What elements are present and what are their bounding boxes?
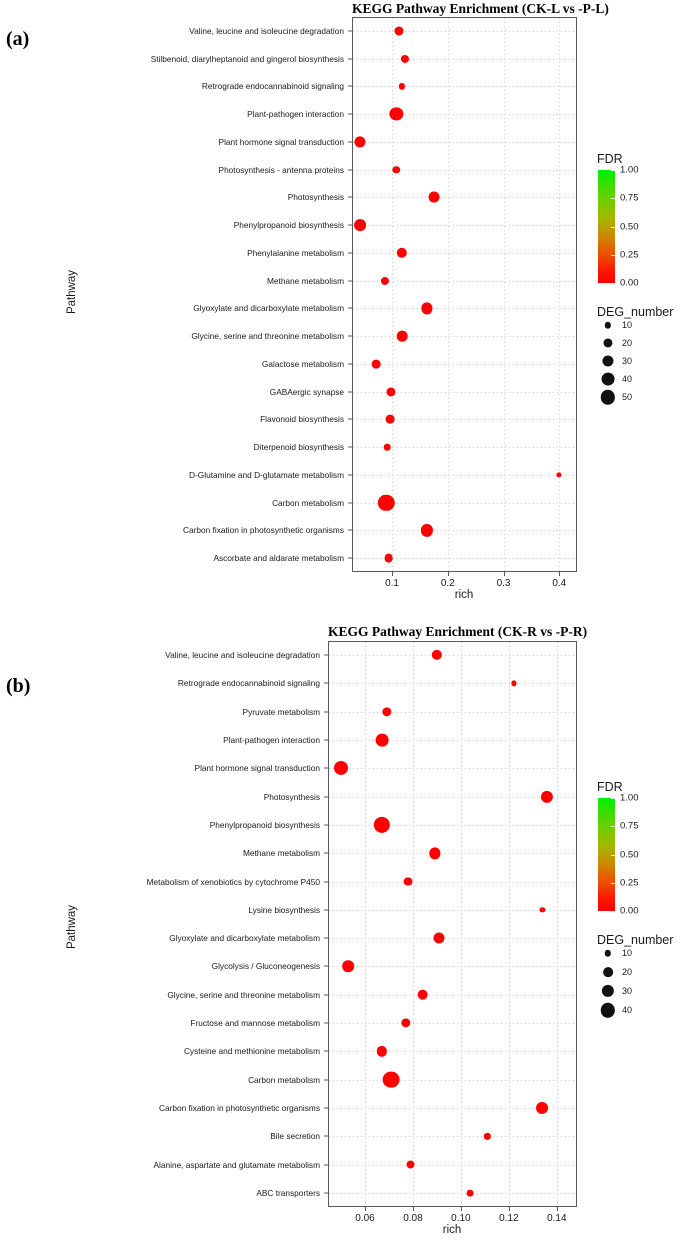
- data-point-bubble[interactable]: [399, 83, 405, 89]
- y-axis-category-label: Alanine, aspartate and glutamate metabolism: [153, 1159, 320, 1170]
- data-point-bubble[interactable]: [417, 989, 428, 1000]
- y-axis-tick: [324, 1051, 328, 1052]
- y-axis-category-label: Glycolysis / Gluconeogenesis: [211, 961, 320, 972]
- y-axis-tick: [324, 909, 328, 910]
- x-axis-tick: [392, 572, 393, 576]
- y-axis-tick: [324, 1079, 328, 1080]
- data-point-bubble[interactable]: [434, 933, 445, 944]
- y-axis-tick: [348, 114, 352, 115]
- y-axis-tick: [348, 169, 352, 170]
- data-point-bubble[interactable]: [557, 472, 562, 477]
- colorbar-tick-label: 1.00: [620, 792, 639, 804]
- size-legend-dot: [601, 390, 615, 404]
- gridline-horizontal: [353, 170, 576, 171]
- data-point-bubble[interactable]: [378, 494, 394, 510]
- y-axis-tick: [348, 308, 352, 309]
- panel-b-title: KEGG Pathway Enrichment (CK-R vs -P-R): [328, 624, 588, 639]
- x-axis-tick-label: 0.4: [552, 578, 567, 589]
- size-legend-dot: [602, 985, 614, 997]
- x-axis-tick: [557, 1207, 558, 1211]
- x-axis-tick: [504, 572, 505, 576]
- gridline-vertical: [448, 18, 449, 571]
- gridline-horizontal: [329, 882, 576, 883]
- gridline-horizontal: [329, 853, 576, 854]
- panel-a-title: KEGG Pathway Enrichment (CK-L vs -P-L): [352, 1, 609, 16]
- gridline-vertical: [413, 642, 414, 1206]
- gridline-vertical: [504, 18, 505, 571]
- data-point-bubble[interactable]: [540, 907, 545, 912]
- gridline-horizontal: [329, 768, 576, 769]
- gridline-horizontal: [353, 197, 576, 198]
- gridline-horizontal: [329, 1051, 576, 1052]
- panel-a-letter: (a): [6, 28, 30, 50]
- y-axis-category-label: GABAergic synapse: [269, 386, 344, 397]
- y-axis-category-label: Carbon fixation in photosynthetic organisms: [183, 525, 344, 536]
- y-axis-tick: [324, 966, 328, 967]
- data-point-bubble[interactable]: [541, 791, 553, 803]
- y-axis-tick: [324, 1023, 328, 1024]
- data-point-bubble[interactable]: [342, 961, 354, 973]
- y-axis-category-label: Cysteine and methionine metabolism: [183, 1046, 320, 1057]
- gridline-horizontal: [329, 797, 576, 798]
- panel-a-plot-area: [352, 17, 577, 572]
- y-axis-tick: [348, 530, 352, 531]
- size-legend-dot: [601, 1003, 615, 1017]
- colorbar-tick-label: 0.25: [620, 249, 639, 261]
- y-axis-category-label: Phenylpropanoid biosynthesis: [233, 220, 344, 231]
- y-axis-category-label: Retrograde endocannabinoid signaling: [177, 678, 320, 689]
- gridline-vertical: [461, 642, 462, 1206]
- size-legend-label: 50: [622, 392, 633, 403]
- y-axis-category-label: Lysine biosynthesis: [248, 904, 320, 915]
- y-axis-tick: [348, 280, 352, 281]
- gridline-horizontal: [329, 1136, 576, 1137]
- panel-a-y-axis-title: Pathway: [66, 269, 78, 315]
- data-point-bubble[interactable]: [397, 248, 407, 258]
- y-axis-tick: [324, 768, 328, 769]
- data-point-bubble[interactable]: [383, 1071, 400, 1088]
- x-axis-tick: [448, 572, 449, 576]
- data-point-bubble[interactable]: [484, 1133, 490, 1139]
- size-legend-label: 20: [622, 338, 633, 349]
- gridline-horizontal: [353, 142, 576, 143]
- gridline-horizontal: [329, 1165, 576, 1166]
- y-axis-tick: [348, 502, 352, 503]
- gridline-horizontal: [329, 938, 576, 939]
- gridline-horizontal: [353, 308, 576, 309]
- y-axis-tick: [348, 58, 352, 59]
- data-point-bubble[interactable]: [420, 524, 432, 536]
- y-axis-tick: [324, 711, 328, 712]
- y-axis-category-label: Retrograde endocannabinoid signaling: [201, 81, 344, 92]
- data-point-bubble[interactable]: [385, 415, 394, 424]
- y-axis-tick: [348, 197, 352, 198]
- y-axis-tick: [348, 391, 352, 392]
- y-axis-category-label: Methane metabolism: [266, 275, 344, 286]
- y-axis-category-label: Glyoxylate and dicarboxylate metabolism: [169, 933, 320, 944]
- gridline-horizontal: [353, 475, 576, 476]
- gridline-horizontal: [353, 59, 576, 60]
- data-point-bubble[interactable]: [429, 848, 440, 859]
- y-axis-tick: [324, 655, 328, 656]
- gridline-horizontal: [353, 86, 576, 87]
- data-point-bubble[interactable]: [382, 707, 391, 716]
- x-axis-tick: [559, 572, 560, 576]
- y-axis-tick: [324, 1136, 328, 1137]
- y-axis-tick: [348, 30, 352, 31]
- gridline-horizontal: [329, 966, 576, 967]
- gridline-vertical: [509, 642, 510, 1206]
- size-legend-label: 10: [622, 948, 633, 959]
- y-axis-category-label: ABC transporters: [256, 1187, 320, 1198]
- y-axis-tick: [324, 881, 328, 882]
- y-axis-tick: [324, 1107, 328, 1108]
- gridline-horizontal: [353, 530, 576, 531]
- gridline-horizontal: [329, 1023, 576, 1024]
- gridline-vertical: [365, 642, 366, 1206]
- y-axis-category-label: Carbon fixation in photosynthetic organisms: [159, 1102, 320, 1113]
- y-axis-tick: [324, 938, 328, 939]
- size-legend-dot: [603, 339, 612, 348]
- y-axis-tick: [348, 558, 352, 559]
- y-axis-tick: [348, 447, 352, 448]
- y-axis-tick: [348, 141, 352, 142]
- size-legend-label: 30: [622, 356, 633, 367]
- y-axis-category-label: Plant hormone signal transduction: [194, 763, 320, 774]
- y-axis-tick: [324, 994, 328, 995]
- y-axis-category-label: Plant-pathogen interaction: [223, 735, 320, 746]
- data-point-bubble[interactable]: [428, 192, 439, 203]
- y-axis-category-label: D-Glutamine and D-glutamate metabolism: [189, 469, 344, 480]
- size-legend-dot: [602, 356, 613, 367]
- data-point-bubble[interactable]: [511, 681, 516, 686]
- y-axis-category-label: Bile secretion: [270, 1131, 320, 1142]
- gridline-horizontal: [329, 995, 576, 996]
- gridline-horizontal: [353, 114, 576, 115]
- data-point-bubble[interactable]: [354, 219, 366, 231]
- panel-a: [0, 0, 685, 615]
- data-point-bubble[interactable]: [384, 444, 391, 451]
- x-axis-tick: [461, 1207, 462, 1211]
- y-axis-category-label: Phenylalanine metabolism: [247, 247, 344, 258]
- y-axis-tick: [348, 86, 352, 87]
- size-legend-dot: [605, 322, 611, 328]
- y-axis-tick: [324, 1192, 328, 1193]
- gridline-horizontal: [329, 683, 576, 684]
- x-axis-tick-label: 0.10: [451, 1213, 471, 1224]
- y-axis-category-label: Carbon metabolism: [248, 1074, 320, 1085]
- y-axis-category-label: Photosynthesis: [263, 791, 320, 802]
- gridline-horizontal: [329, 825, 576, 826]
- y-axis-tick: [348, 363, 352, 364]
- x-axis-tick-label: 0.12: [499, 1213, 519, 1224]
- gridline-horizontal: [329, 712, 576, 713]
- data-point-bubble[interactable]: [387, 387, 396, 396]
- y-axis-category-label: Pyruvate metabolism: [242, 706, 320, 717]
- size-legend-label: 40: [622, 374, 633, 385]
- gridline-horizontal: [329, 1080, 576, 1081]
- colorbar-tick: [611, 855, 615, 856]
- colorbar-tick: [611, 826, 615, 827]
- y-axis-category-label: Glycine, serine and threonine metabolism: [167, 989, 320, 1000]
- y-axis-category-label: Metabolism of xenobiotics by cytochrome P450: [146, 876, 320, 887]
- x-axis-tick: [413, 1207, 414, 1211]
- y-axis-category-label: Glycine, serine and threonine metabolism: [191, 331, 344, 342]
- y-axis-tick: [348, 419, 352, 420]
- data-point-bubble[interactable]: [377, 1046, 387, 1056]
- size-legend-label: 40: [622, 1005, 633, 1016]
- colorbar-tick: [611, 798, 615, 799]
- data-point-bubble[interactable]: [395, 26, 404, 35]
- data-point-bubble[interactable]: [375, 734, 388, 747]
- size-legend-label: 30: [622, 986, 633, 997]
- data-point-bubble[interactable]: [384, 554, 393, 563]
- colorbar-tick: [611, 198, 615, 199]
- x-axis-tick-label: 0.2: [440, 578, 455, 589]
- y-axis-tick: [348, 336, 352, 337]
- data-point-bubble[interactable]: [374, 817, 390, 833]
- x-axis-tick: [365, 1207, 366, 1211]
- y-axis-tick: [324, 796, 328, 797]
- y-axis-tick: [324, 1164, 328, 1165]
- data-point-bubble[interactable]: [393, 166, 400, 173]
- y-axis-tick: [324, 740, 328, 741]
- data-point-bubble[interactable]: [390, 107, 403, 120]
- gridline-horizontal: [353, 253, 576, 254]
- y-axis-tick: [348, 225, 352, 226]
- y-axis-tick: [348, 474, 352, 475]
- colorbar-tick: [611, 170, 615, 171]
- panel-b-letter: (b): [6, 675, 31, 697]
- colorbar-tick-label: 0.75: [620, 192, 639, 204]
- gridline-vertical: [559, 18, 560, 571]
- y-axis-category-label: Glyoxylate and dicarboxylate metabolism: [193, 303, 344, 314]
- y-axis-tick: [324, 683, 328, 684]
- gridline-horizontal: [353, 364, 576, 365]
- y-axis-category-label: Photosynthesis: [287, 192, 344, 203]
- size-legend-dot: [602, 373, 615, 386]
- data-point-bubble[interactable]: [397, 331, 408, 342]
- colorbar-tick: [611, 227, 615, 228]
- panel-b-plot-area: [328, 641, 577, 1207]
- gridline-horizontal: [353, 225, 576, 226]
- size-legend-dot: [603, 967, 613, 977]
- y-axis-tick: [324, 824, 328, 825]
- data-point-bubble[interactable]: [404, 877, 413, 886]
- data-point-bubble[interactable]: [334, 761, 348, 775]
- data-point-bubble[interactable]: [355, 136, 366, 147]
- data-point-bubble[interactable]: [401, 55, 409, 63]
- colorbar-tick-label: 0.50: [620, 221, 639, 232]
- y-axis-category-label: Flavonoid biosynthesis: [260, 414, 344, 425]
- colorbar-tick-label: 0.75: [620, 820, 639, 832]
- data-point-bubble[interactable]: [381, 277, 389, 285]
- y-axis-category-label: Fructose and mannose metabolism: [190, 1018, 320, 1029]
- x-axis-tick: [509, 1207, 510, 1211]
- colorbar-tick-label: 1.00: [620, 164, 639, 176]
- panel-a-size-legend-title: DEG_number: [597, 305, 674, 319]
- colorbar-tick: [611, 911, 615, 912]
- y-axis-category-label: Methane metabolism: [242, 848, 320, 859]
- y-axis-category-label: Valine, leucine and isoleucine degradation: [165, 650, 320, 661]
- gridline-horizontal: [329, 1193, 576, 1194]
- data-point-bubble[interactable]: [536, 1102, 548, 1114]
- gridline-horizontal: [353, 336, 576, 337]
- colorbar-tick-label: 0.00: [620, 277, 639, 289]
- y-axis-category-label: Photosynthesis - antenna proteins: [218, 164, 344, 175]
- data-point-bubble[interactable]: [406, 1160, 415, 1169]
- data-point-bubble[interactable]: [422, 303, 433, 314]
- y-axis-category-label: Galactose metabolism: [261, 358, 344, 369]
- colorbar-tick: [611, 255, 615, 256]
- colorbar-tick-label: 0.25: [620, 877, 639, 889]
- gridline-horizontal: [329, 740, 576, 741]
- panel-a-x-axis-title: rich: [454, 589, 474, 601]
- panel-b-y-axis-title: Pathway: [66, 904, 78, 950]
- gridline-horizontal: [329, 655, 576, 656]
- x-axis-tick-label: 0.3: [496, 578, 511, 589]
- gridline-vertical: [557, 642, 558, 1206]
- data-point-bubble[interactable]: [372, 360, 381, 369]
- panel-a-fdr-legend-title: FDR: [597, 152, 623, 166]
- data-point-bubble[interactable]: [467, 1189, 474, 1196]
- y-axis-tick: [324, 853, 328, 854]
- panel-b-x-axis-title: rich: [442, 1224, 462, 1236]
- y-axis-category-label: Diterpenoid biosynthesis: [253, 442, 344, 453]
- colorbar-tick-label: 0.00: [620, 905, 639, 917]
- colorbar-tick: [611, 283, 615, 284]
- y-axis-category-label: Carbon metabolism: [272, 497, 344, 508]
- colorbar-tick-label: 0.50: [620, 849, 639, 860]
- x-axis-tick-label: 0.14: [547, 1213, 567, 1224]
- x-axis-tick-label: 0.08: [403, 1213, 423, 1224]
- data-point-bubble[interactable]: [432, 650, 442, 660]
- size-legend-label: 20: [622, 967, 633, 978]
- y-axis-category-label: Stilbenoid, diarylheptanoid and gingerol biosynthesis: [150, 53, 344, 64]
- colorbar-tick: [611, 883, 615, 884]
- y-axis-category-label: Phenylpropanoid biosynthesis: [209, 819, 320, 830]
- gridline-vertical: [392, 18, 393, 571]
- panel-b: [0, 615, 685, 1246]
- x-axis-tick-label: 0.06: [355, 1213, 375, 1224]
- size-legend-label: 10: [622, 320, 633, 331]
- size-legend-dot: [605, 950, 611, 956]
- y-axis-category-label: Ascorbate and aldarate metabolism: [213, 553, 344, 564]
- y-axis-tick: [348, 252, 352, 253]
- panel-b-size-legend-title: DEG_number: [597, 933, 674, 947]
- y-axis-category-label: Plant-pathogen interaction: [247, 109, 344, 120]
- data-point-bubble[interactable]: [401, 1018, 410, 1027]
- y-axis-category-label: Valine, leucine and isoleucine degradation: [189, 25, 344, 36]
- x-axis-tick-label: 0.1: [385, 578, 399, 589]
- gridline-horizontal: [353, 31, 576, 32]
- panel-b-fdr-legend-title: FDR: [597, 780, 623, 794]
- y-axis-category-label: Plant hormone signal transduction: [218, 136, 344, 147]
